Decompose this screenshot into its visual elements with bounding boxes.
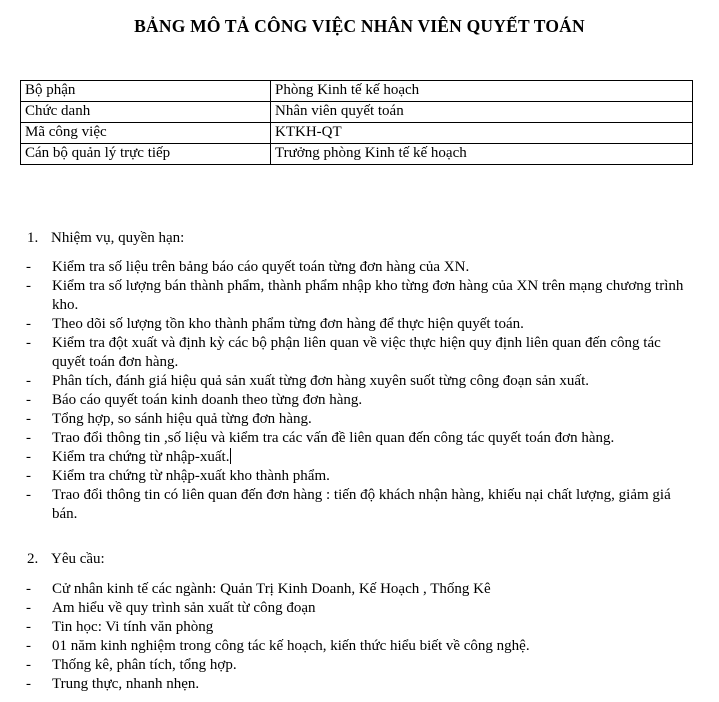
section-number: 2. xyxy=(27,551,39,567)
list-item: - Trao đổi thông tin ,số liệu và kiểm tra các vấn đề liên quan đến công tác quyết toán đơn hàng. xyxy=(26,430,615,446)
list-item: - Kiểm tra số lượng bán thành phẩm, thành phẩm nhập kho từng đơn hàng của XN trên mạng chương trình kho. xyxy=(26,278,684,313)
table-row xyxy=(21,144,693,165)
section-heading-duties xyxy=(27,229,184,248)
list-item: - Báo cáo quyết toán kinh doanh theo từng đơn hàng. xyxy=(26,392,363,408)
bullet-dash: - xyxy=(26,468,31,484)
table-row xyxy=(21,123,693,144)
list-item: - Trung thực, nhanh nhẹn. xyxy=(26,676,200,692)
bullet-dash: - xyxy=(26,600,31,616)
list-item: - Phân tích, đánh giá hiệu quả sản xuất từng đơn hàng xuyên suốt từng công đoạn sản xuất. xyxy=(26,373,590,389)
section-number: 1. xyxy=(27,230,39,246)
section-heading-text: Yêu cầu: xyxy=(51,551,105,567)
section-heading-requirements xyxy=(27,550,105,569)
bullet-dash: - xyxy=(26,411,31,427)
bullet-dash: - xyxy=(26,316,31,332)
list-item: - Tin học: Vi tính văn phòng xyxy=(26,619,214,635)
row-value-position: Nhân viên quyết toán xyxy=(271,102,693,123)
list-item: - Kiểm tra đột xuất và định kỳ các bộ phận liên quan về việc thực hiện quy định liên quan đến công tác quyết toán đơn hàng. xyxy=(26,335,661,370)
row-label-job-code: Mã công việc xyxy=(21,123,271,144)
row-value-manager: Trưởng phòng Kinh tế kế hoạch xyxy=(271,144,693,165)
row-label-manager: Cán bộ quản lý trực tiếp xyxy=(21,144,271,165)
bullet-dash: - xyxy=(26,449,31,465)
requirements-list xyxy=(22,580,692,694)
list-item: - 01 năm kinh nghiệm trong công tác kế hoạch, kiến thức hiểu biết về công nghệ. xyxy=(26,638,530,654)
list-item: - Theo dõi số lượng tồn kho thành phẩm từng đơn hàng để thực hiện quyết toán. xyxy=(26,316,524,332)
bullet-dash: - xyxy=(26,487,31,503)
bullet-dash: - xyxy=(26,335,31,351)
list-item: - Am hiểu về quy trình sản xuất từ công đoạn xyxy=(26,600,316,616)
row-label-department: Bộ phận xyxy=(21,81,271,102)
row-value-department: Phòng Kinh tế kế hoạch xyxy=(271,81,693,102)
document-title: BẢNG MÔ TẢ CÔNG VIỆC NHÂN VIÊN QUYẾT TOÁN xyxy=(134,16,585,36)
duties-list xyxy=(22,258,692,524)
table-row xyxy=(21,102,693,123)
section-heading-text: Nhiệm vụ, quyền hạn: xyxy=(51,230,185,246)
bullet-dash: - xyxy=(26,676,31,692)
list-item: - Cử nhân kinh tế các ngành: Quản Trị Kinh Doanh, Kế Hoạch , Thống Kê xyxy=(26,581,491,597)
row-label-position: Chức danh xyxy=(21,102,271,123)
job-info-table xyxy=(20,80,693,165)
bullet-dash: - xyxy=(26,657,31,673)
bullet-dash: - xyxy=(26,392,31,408)
table-row xyxy=(21,81,693,102)
list-item: - Tổng hợp, so sánh hiệu quả từng đơn hàng. xyxy=(26,411,312,427)
row-value-job-code: KTKH-QT xyxy=(271,123,693,144)
bullet-dash: - xyxy=(26,278,31,294)
bullet-dash: - xyxy=(26,373,31,389)
list-item: - Trao đổi thông tin có liên quan đến đơn hàng : tiến độ khách nhận hàng, khiếu nại chất lượng, giảm giá bán. xyxy=(26,487,671,522)
text-cursor xyxy=(230,448,231,464)
bullet-dash: - xyxy=(26,430,31,446)
bullet-dash: - xyxy=(26,259,31,275)
list-item: - Kiểm tra chứng từ nhập-xuất kho thành phẩm. xyxy=(26,468,330,484)
list-item: - Thống kê, phân tích, tổng hợp. xyxy=(26,657,237,673)
bullet-dash: - xyxy=(26,581,31,597)
bullet-dash: - xyxy=(26,638,31,654)
list-item: - Kiểm tra chứng từ nhập-xuất. xyxy=(26,449,230,465)
list-item: - Kiểm tra số liệu trên bảng báo cáo quyết toán từng đơn hàng của XN. xyxy=(26,259,470,275)
bullet-dash: - xyxy=(26,619,31,635)
